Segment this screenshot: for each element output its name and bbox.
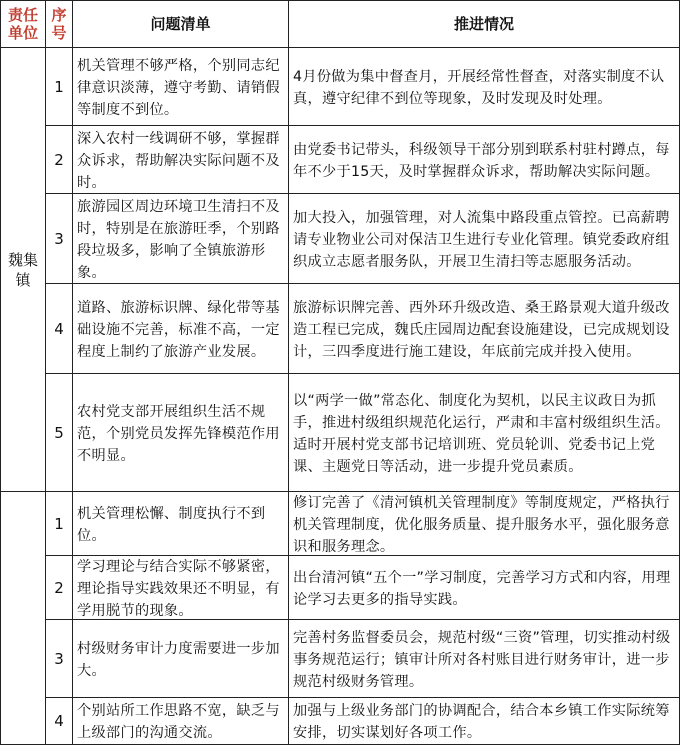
seq-cell [45,125,73,194]
seq-label: 1 [54,77,64,96]
problem-cell [72,283,289,374]
seq-cell [45,697,73,745]
problem-cell [72,491,289,556]
problem-text: 学习理论与结合实际不够紧密，理论指导实践效果还不明显，有学用脱节的现象。 [77,558,280,619]
problem-cell [72,555,289,620]
seq-label: 5 [54,423,64,442]
problem-text: 机关管理松懈、制度执行不到位。 [77,505,266,544]
header-seq [45,0,73,48]
header-progress [288,0,680,48]
problem-text: 机关管理不够严格，个别同志纪律意识淡薄，遵守考勤、请销假等制度不到位。 [77,57,280,118]
progress-cell [288,47,680,126]
progress-text: 出台清河镇“五个一”学习制度，完善学习方式和内容，用理论学习去更多的指导实践。 [293,569,671,608]
seq-cell [45,491,73,556]
seq-label: 4 [54,319,64,338]
seq-cell [45,619,73,698]
seq-label: 4 [54,712,64,730]
seq-cell [45,283,73,374]
progress-cell [288,555,680,620]
problem-cell [72,47,289,126]
problem-text: 深入农村一线调研不够，掌握群众诉求，帮助解决实际问题不及时。 [77,130,280,191]
unit-cell-qinghe [0,491,46,745]
progress-cell [288,283,680,374]
seq-label: 1 [54,514,64,533]
problem-text: 个别站所工作思路不宽，缺乏与上级部门的沟通交流。 [77,703,280,741]
progress-cell [288,193,680,284]
header-unit [0,0,46,48]
progress-text: 加强与上级业务部门的协调配合，结合本乡镇工作实际统筹安排，切实谋划好各项工作。 [293,703,670,741]
progress-cell [288,619,680,698]
seq-cell [45,47,73,126]
progress-text: 以“两学一做”常态化、制度化为契机，以民主议政日为抓手，推进村级组织规范化运行，严肃和丰富村级组织生活。适时开展村党支部书记培训班、党员轮训、党委书记上党课、主题党日等活动，进一步提升党员素质。 [293,392,670,475]
progress-text: 旅游标识牌完善、西外环升级改造、桑王路景观大道升级改造工程已完成，魏氏庄园周边配套设施建设，已完成规划设计，三四季度进行施工建设，年底前完成并投入使用。 [293,299,670,360]
seq-cell [45,193,73,284]
seq-label: 2 [54,578,64,597]
header-unit-label: 责任单位 [7,6,38,42]
seq-label: 3 [54,649,64,668]
progress-cell [288,125,680,194]
problem-cell [72,373,289,492]
problem-cell [72,125,289,194]
header-progress-label: 推进情况 [453,15,514,33]
unit-label: 魏集镇 [7,250,38,289]
progress-text: 加大投入，加强管理，对人流集中路段重点管控。已高薪聘请专业物业公司对保洁卫生进行专业化管理。镇党委政府组织成立志愿者服务队，开展卫生清扫等志愿服务活动。 [293,209,670,270]
problem-text: 农村党支部开展组织生活不规范，个别党员发挥先锋模范作用不明显。 [77,403,280,464]
progress-text: 由党委书记带头，科级领导干部分别到联系村驻村蹲点，每年不少于15天，及时掌握群众诉求，帮助解决实际问题。 [293,141,670,180]
unit-cell-weiji [0,47,46,492]
problem-cell [72,619,289,698]
header-problem [72,0,289,48]
progress-text: 4月份做为集中督查月，开展经常性督查，对落实制度不认真，遵守纪律不到位等现象，及时发现及时处理。 [293,68,665,107]
seq-label: 2 [54,150,64,169]
seq-cell [45,373,73,492]
progress-cell [288,697,680,745]
problem-cell [72,697,289,745]
problem-text: 道路、旅游标识牌、绿化带等基础设施不完善，标准不高，一定程度上制约了旅游产业发展。 [77,299,280,360]
progress-cell [288,373,680,492]
seq-cell [45,555,73,620]
progress-text: 修订完善了《清河镇机关管理制度》等制度规定，严格执行机关管理制度，优化服务质量、提升服务水平，强化服务意识和服务理念。 [293,494,670,555]
problem-text: 旅游园区周边环境卫生清扫不及时，特别是在旅游旺季，个别路段垃圾多，影响了全镇旅游形象。 [77,198,280,281]
problem-text: 村级财务审计力度需要进一步加大。 [77,640,280,679]
header-seq-label: 序号 [51,6,67,42]
problem-cell [72,193,289,284]
progress-text: 完善村务监督委员会，规范村级“三资”管理，切实推动村级事务规范运行；镇审计所对各村账目进行财务审计，进一步规范村级财务管理。 [293,629,671,690]
header-problem-label: 问题清单 [150,15,211,33]
seq-label: 3 [54,229,64,248]
progress-cell [288,491,680,556]
